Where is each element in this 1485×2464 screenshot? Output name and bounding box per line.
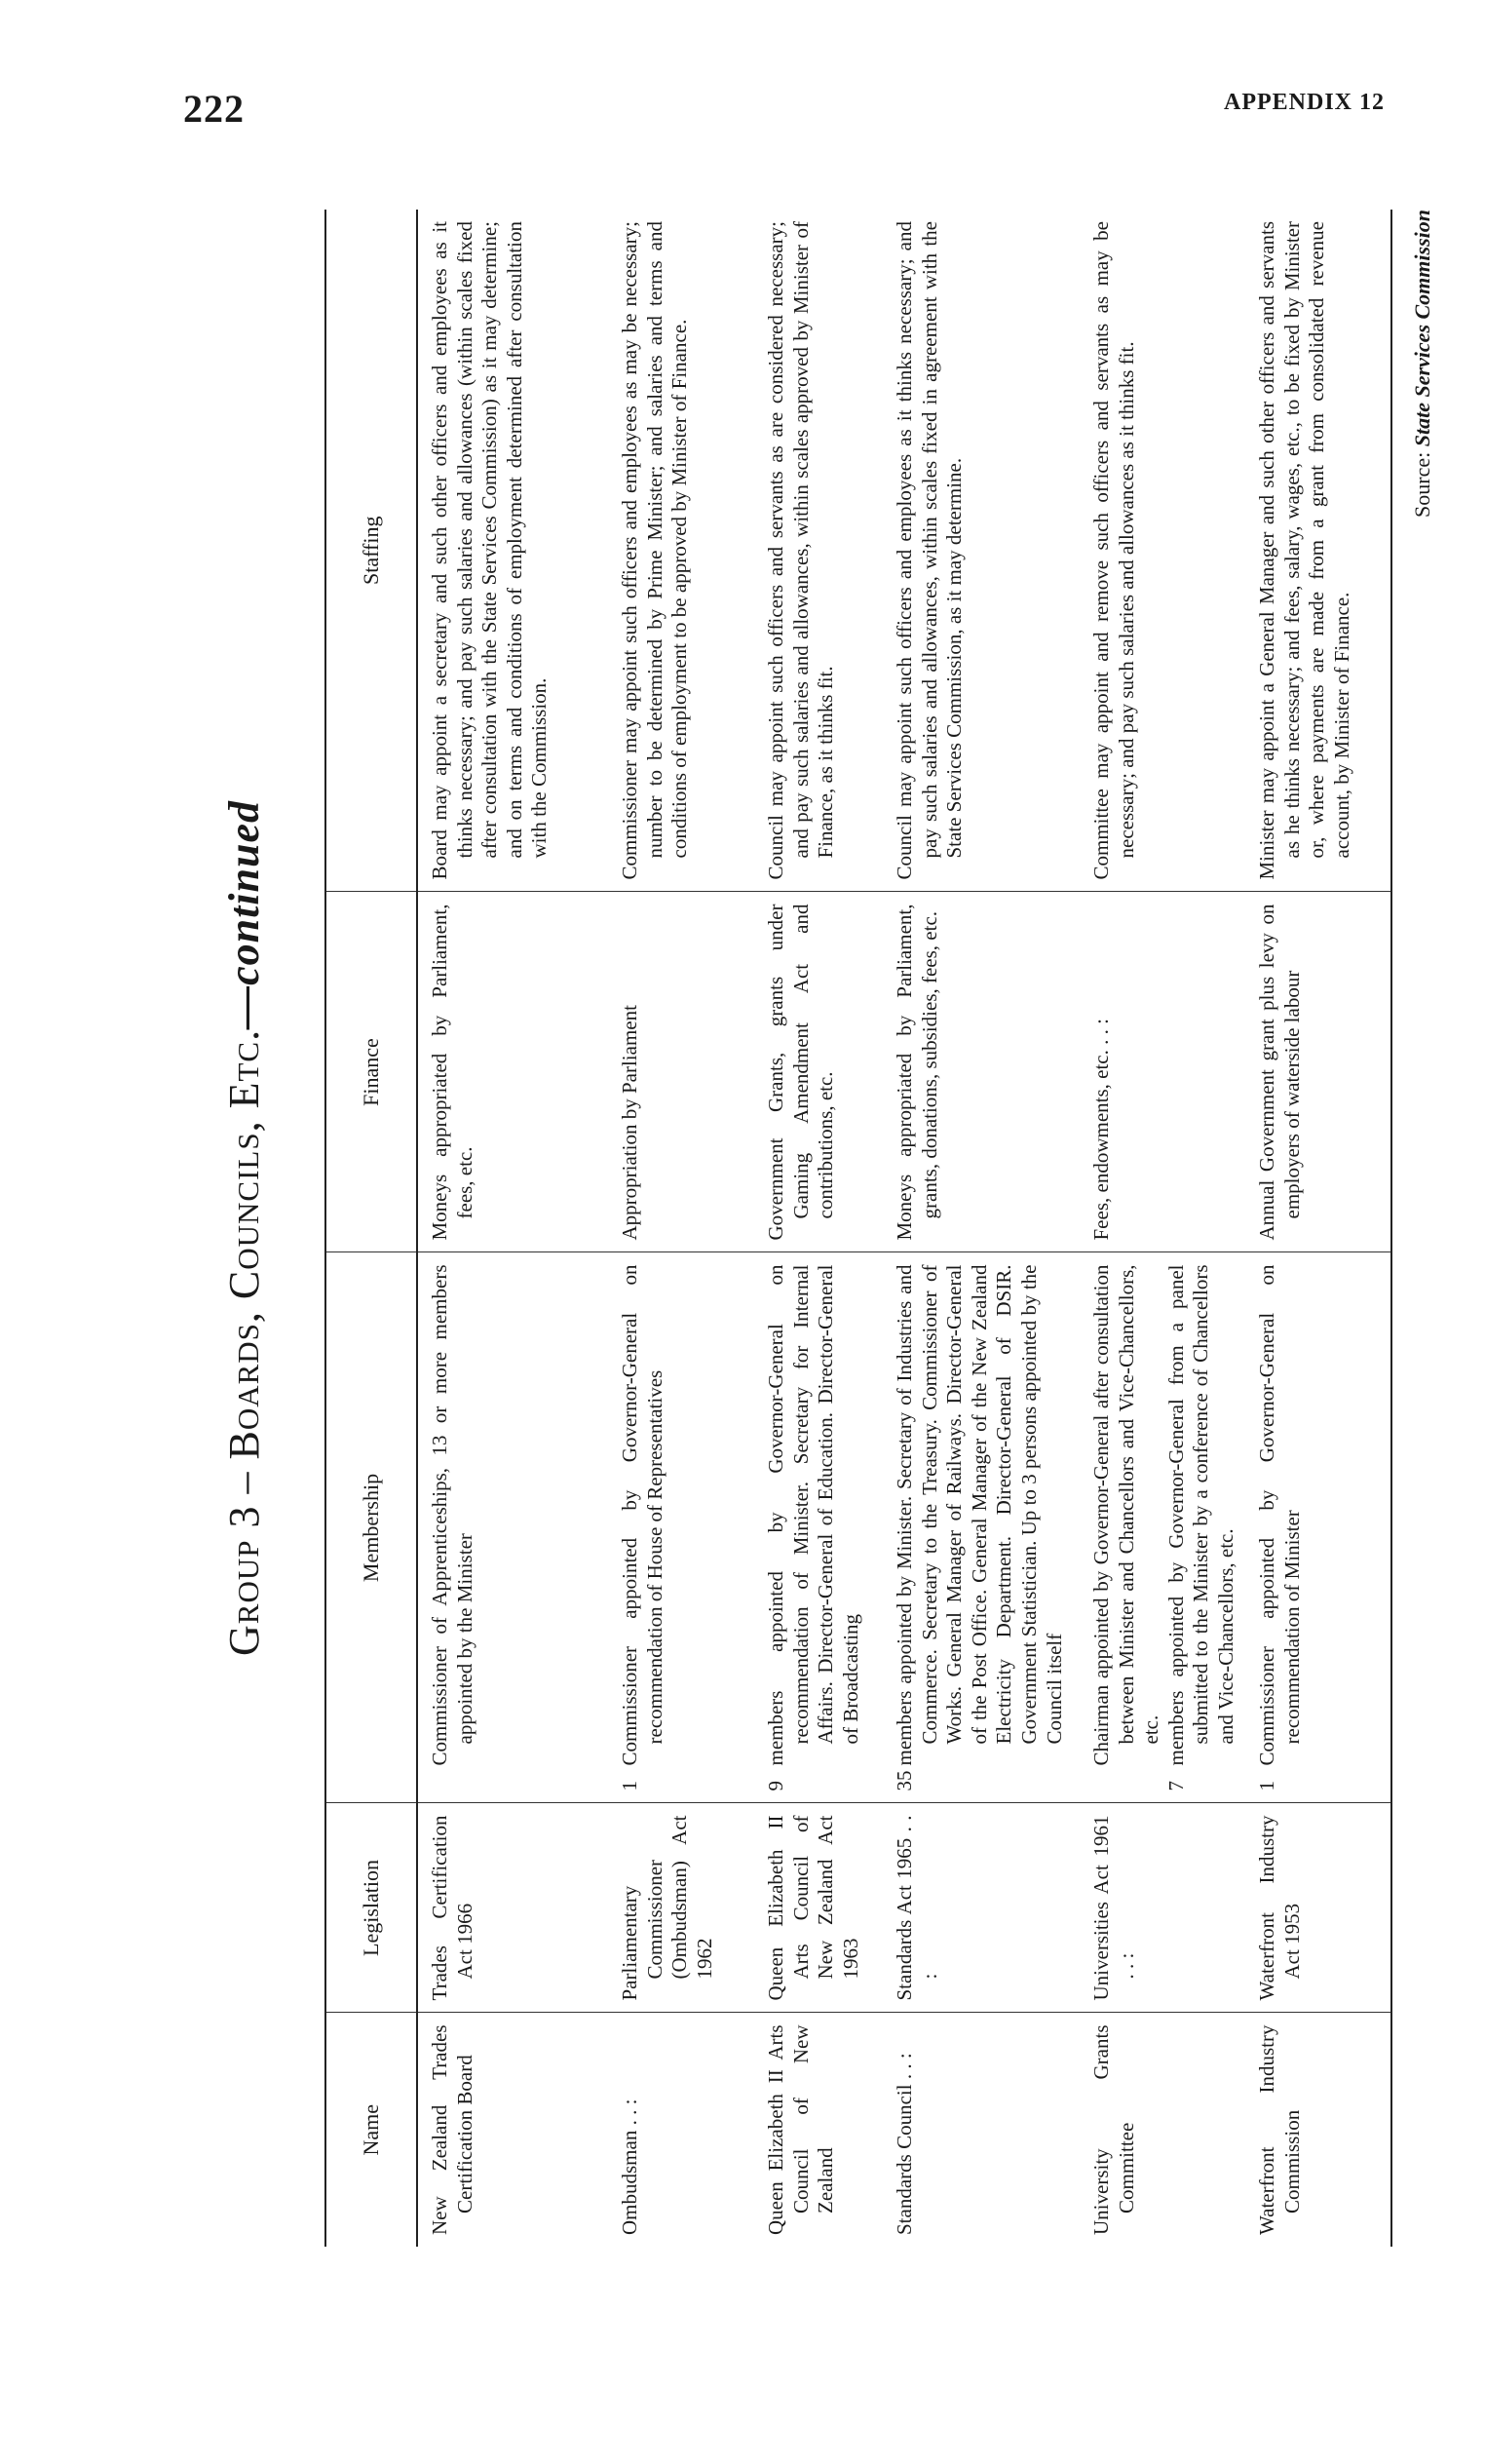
header-membership: Membership <box>325 1252 417 1803</box>
source-note <box>1410 210 1435 518</box>
source-value: State Services Commission <box>1410 210 1434 447</box>
legislation-text: Parliamentary Commissioner (Ombudsman) Act 1962 <box>618 1815 716 2001</box>
cell-legislation <box>1080 1803 1245 2013</box>
cell-name <box>1080 2013 1245 2247</box>
finance-text: Appropriation by Parliament <box>618 1005 641 1241</box>
cell-name <box>883 2013 1080 2247</box>
cell-name <box>754 2013 883 2247</box>
boards-table <box>324 210 1392 2247</box>
membership-text: members appointed by Governor-General on recommendation of Minister. Secretary for Internal Affairs. Director-General of Education. Director-General of Broadcasting <box>764 1264 862 1766</box>
membership-item <box>618 1265 667 1791</box>
rotated-table-section <box>180 210 1466 2247</box>
cell-membership <box>883 1252 1080 1803</box>
header-legislation: Legislation <box>325 1803 417 2013</box>
table-row <box>1245 210 1391 2247</box>
staffing-text: Commissioner may appoint such officers and employees as may be necessary; number to be determined by Prime Minister; and salaries and terms and conditions of employment to be approved by Minister of Finance. <box>618 221 692 880</box>
membership-count: 1 <box>1255 1781 1278 1791</box>
table-header-row <box>325 210 417 2247</box>
cell-membership <box>1080 1252 1245 1803</box>
header-staffing: Staffing <box>325 210 417 892</box>
source-label: Source: <box>1410 451 1434 518</box>
membership-text: Commissioner appointed by Governor-General on recommendation of Minister <box>1255 1264 1304 1766</box>
membership-text: Commissioner appointed by Governor-General on recommendation of House of Representatives <box>618 1264 666 1766</box>
cell-staffing <box>754 210 883 892</box>
membership-item <box>1164 1265 1239 1791</box>
finance-text: Fees, endowments, etc. . . : <box>1089 1019 1113 1241</box>
name-text: Ombudsman . . : <box>618 2098 641 2235</box>
table-row <box>883 210 1080 2247</box>
membership-item <box>1089 1265 1164 1791</box>
cell-membership <box>754 1252 883 1803</box>
legislation-text: Queen Elizabeth II Arts Council of New Zealand Act 1963 <box>764 1815 862 2001</box>
legislation-text: Trades Certification Act 1966 <box>428 1815 476 2001</box>
cell-name <box>417 2013 608 2247</box>
staffing-text: Council may appoint such officers and employees as it thinks necessary; and pay such salaries and allowances, within scales fixed in agreement with the State Services Commission, as it may determine. <box>893 221 967 880</box>
cell-staffing <box>417 210 608 892</box>
staffing-text: Board may appoint a secretary and such other officers and employees as it thinks necessary; and pay such salaries and allowances (within scales fixed after consultation with the State Services Commission) as it may determine; and on terms and conditions of employment determined after consultation with the Commission. <box>428 221 552 880</box>
staffing-text: Council may appoint such officers and servants as are considered necessary; and pay such salaries and allowances, within scales approved by Minister of Finance, as it thinks fit. <box>764 221 838 880</box>
cell-finance <box>608 892 754 1252</box>
cell-finance <box>883 892 1080 1252</box>
cell-membership <box>1245 1252 1391 1803</box>
table-row <box>417 210 608 2247</box>
cell-finance <box>754 892 883 1252</box>
membership-count <box>1089 1766 1164 1791</box>
finance-text: Moneys appropriated by Parliament, fees, etc. <box>428 904 476 1241</box>
cell-staffing <box>883 210 1080 892</box>
table-row <box>608 210 754 2247</box>
cell-legislation <box>883 1803 1080 2013</box>
page-number: 222 <box>183 87 245 131</box>
membership-count: 1 <box>618 1781 641 1791</box>
cell-legislation <box>608 1803 754 2013</box>
title-suffix: —continued <box>220 800 268 1029</box>
name-text: Standards Council . . : <box>893 2053 916 2235</box>
appendix-label: APPENDIX 12 <box>1224 90 1385 115</box>
table-row <box>754 210 883 2247</box>
membership-item <box>1255 1265 1305 1791</box>
cell-finance <box>1245 892 1391 1252</box>
membership-text: Commissioner of Apprenticeships, 13 or more members appointed by the Minister <box>428 1264 476 1766</box>
legislation-text: Universities Act 1961 . . : <box>1089 1815 1138 2001</box>
header-name: Name <box>325 2013 417 2247</box>
membership-text: members appointed by Minister. Secretary of Industries and Commerce. Secretary to the Treasury. Commissioner of Works. General Manager of Railways. Director-General of the Post Office. General Manager of the New Zealand Electricity Department. Director-General of DSIR. Government Statistician. Up to 3 persons appointed by the Council itself <box>893 1264 1066 1766</box>
membership-count: 9 <box>764 1781 787 1791</box>
cell-name <box>1245 2013 1391 2247</box>
name-text: Queen Elizabeth II Arts Council of New Zealand <box>764 2024 838 2235</box>
legislation-text: Standards Act 1965 . . : <box>893 1815 941 2001</box>
cell-finance <box>417 892 608 1252</box>
name-text: Waterfront Industry Commission <box>1255 2024 1304 2235</box>
name-text: New Zealand Trades Certification Board <box>428 2024 476 2235</box>
membership-item <box>893 1265 1067 1791</box>
staffing-text: Minister may appoint a General Manager and such other officers and servants as he thinks necessary; and fees, salary, wages, etc., to be fixed by Minister or, where payments are made from a grant from consolidated revenue account, by Minister of Finance. <box>1255 221 1353 880</box>
membership-item <box>428 1265 477 1791</box>
finance-text: Moneys appropriated by Parliament, grants, donations, subsidies, fees, etc. <box>893 904 941 1241</box>
cell-legislation <box>754 1803 883 2013</box>
cell-staffing <box>1245 210 1391 892</box>
cell-finance <box>1080 892 1245 1252</box>
membership-count: 35 <box>893 1770 916 1791</box>
cell-membership <box>417 1252 608 1803</box>
finance-text: Government Grants, grants under Gaming Amendment Act and contributions, etc. <box>764 904 838 1241</box>
cell-name <box>608 2013 754 2247</box>
title-prefix: Group 3 – <box>220 1459 268 1656</box>
cell-legislation <box>1245 1803 1391 2013</box>
cell-staffing <box>1080 210 1245 892</box>
table-row <box>1080 210 1245 2247</box>
membership-count <box>428 1766 477 1791</box>
cell-membership <box>608 1252 754 1803</box>
table-title <box>219 210 269 2247</box>
staffing-text: Committee may appoint and remove such officers and servants as may be necessary; and pay such salaries and allowances as it thinks fit. <box>1089 221 1138 880</box>
cell-staffing <box>608 210 754 892</box>
cell-legislation <box>417 1803 608 2013</box>
legislation-text: Waterfront Industry Act 1953 <box>1255 1815 1304 2001</box>
membership-count: 7 <box>1163 1781 1188 1791</box>
membership-text: Chairman appointed by Governor-General after consultation between Minister and Chancellors and Vice-Chancellors, etc. <box>1089 1264 1163 1766</box>
title-main: Boards, Councils, Etc. <box>220 1028 268 1460</box>
membership-item <box>764 1265 863 1791</box>
name-text: University Grants Committee <box>1089 2024 1138 2235</box>
header-finance: Finance <box>325 892 417 1252</box>
membership-text: members appointed by Governor-General from a panel submitted to the Minister by a conference of Chancellors and Vice-Chancellors, etc. <box>1163 1264 1238 1766</box>
finance-text: Annual Government grant plus levy on employers of waterside labour <box>1255 904 1304 1241</box>
